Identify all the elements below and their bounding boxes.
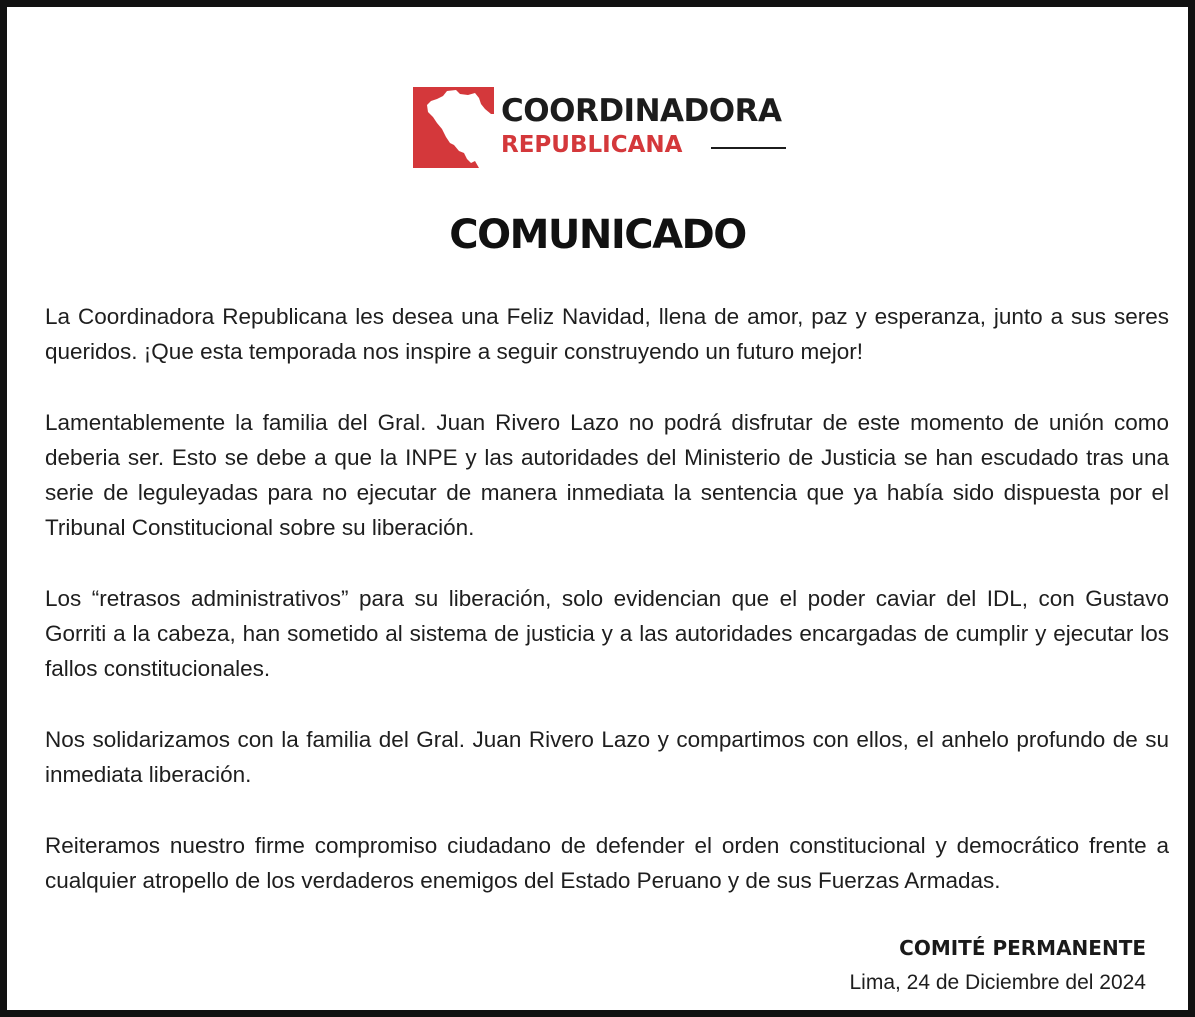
logo-subtitle: REPUBLICANA bbox=[501, 132, 683, 158]
paragraph-delays: Los “retrasos administrativos” para su liberación, solo evidencian que el poder caviar del IDL, con Gustavo Gorriti a la cabeza, han sometido al sistema de justicia y a las autoridades encargadas de cumplir y ejecutar los fallos constitucionales. bbox=[45, 586, 1169, 681]
document-title: COMUNICADO bbox=[449, 212, 746, 258]
peru-map-icon bbox=[413, 87, 494, 168]
logo bbox=[413, 86, 793, 170]
signature-name: COMITÉ PERMANENTE bbox=[899, 936, 1146, 960]
paragraph-greeting: La Coordinadora Republicana les desea una Feliz Navidad, llena de amor, paz y esperanza, junto a sus seres queridos. ¡Que esta temporada nos inspire a seguir construyendo un futuro mejor! bbox=[45, 304, 1169, 364]
paragraph-commitment: Reiteramos nuestro firme compromiso ciudadano de defender el orden constitucional y democrático frente a cualquier atropello de los verdaderos enemigos del Estado Peruano y de sus Fuerzas Armadas. bbox=[45, 833, 1169, 893]
paragraph-solidarity: Nos solidarizamos con la familia del Gral. Juan Rivero Lazo y compartimos con ellos, el anhelo profundo de su inmediata liberación. bbox=[45, 727, 1169, 787]
signature-date: Lima, 24 de Diciembre del 2024 bbox=[849, 971, 1146, 994]
logo-title: COORDINADORA bbox=[501, 93, 782, 129]
logo-divider bbox=[711, 147, 786, 149]
document-body bbox=[45, 299, 1169, 934]
signature-block bbox=[849, 931, 1146, 1001]
paragraph-lament: Lamentablemente la familia del Gral. Juan Rivero Lazo no podrá disfrutar de este momento de unión como deberia ser. Esto se debe a que la INPE y las autoridades del Ministerio de Justicia se han escudado tras una serie de leguleyadas para no ejecutar de manera inmediata la sentencia que ya había sido dispuesta por el Tribunal Constitucional sobre su liberación. bbox=[45, 410, 1169, 540]
